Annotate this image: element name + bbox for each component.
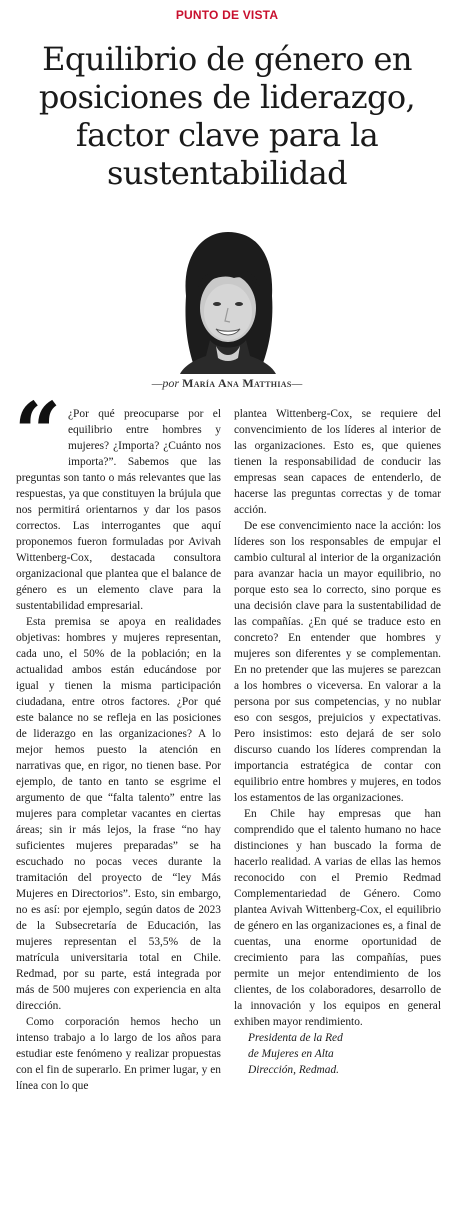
byline-prefix: por (162, 376, 180, 390)
paragraph: ¿Por qué preocuparse por el equilibrio entre hombres y mujeres? ¿Importa? ¿Cuánto nos importa?”. Sabemos que las preguntas son tanto o más relevantes que las respuestas, ya que constituyen la brújula que nos permitirá orientarnos y dar los pasos correctos. Las interrogantes que aquí proponemos fueron formuladas por Avivah Wittenberg-Cox, destacada consultora organizacional que plantea que el balance de género es un elemento clave para la sustentabilidad empresarial. (16, 408, 221, 612)
paragraph: De ese convencimiento nace la acción: los líderes son los responsables de empujar el cambio cultural al interior de la organización para avanzar hacia un mayor equilibrio, no porque esto sea lo correcto, sino porque es una decisión clave para la sustentabilidad de las compañías. ¿En qué se traduce esto en concreto? En entender que hombres y mujeres son diferentes y se complementan. En no pretender que las mujeres se parezcan a los hombres o viceversa. En valorar a la persona por sus competencias, y no nublar eso con sesgos, prejuicios y expectativas. Pero insistimos: esto dejará de ser solo discurso cuando los líderes comprendan la importancia estratégica de contar con equilibrio entre hombres y mujeres, en todos los estamentos de las organizaciones. (234, 520, 441, 804)
author-name: María Ana Matthias (182, 376, 292, 390)
signature-line: Dirección, Redmad. (248, 1064, 339, 1076)
author-byline: —por María Ana Matthias— (151, 376, 303, 390)
article-column-1 (16, 406, 221, 1094)
paragraph: plantea Wittenberg-Cox, se requiere del convencimiento de los líderes al interior de las organizaciones. Esto es, que quienes tienen la responsabilidad de conducir las empresas sean capaces de entenderlo, de hacerse las preguntas correctas y de tomar acción. (234, 408, 441, 516)
quote-mark-icon: “ (14, 385, 62, 481)
signature-line: de Mujeres en Alta (248, 1048, 334, 1060)
author-signature (234, 1030, 441, 1078)
author-portrait (172, 226, 284, 374)
signature-line: Presidenta de la Red (248, 1032, 343, 1044)
quote-mark-spacer (16, 406, 68, 464)
article-title: Equilibrio de género en posiciones de liderazgo, factor clave para la sustentabilidad (38, 40, 416, 192)
article-column-2 (234, 406, 441, 1078)
paragraph: Esta premisa se apoya en realidades objetivas: hombres y mujeres representan, cada uno, el 50% de la población; en la actualidad ambos están educándose por igual y tienen la misma participación ciudadana, entre otros factores. ¿Por qué este balance no se refleja en las posiciones de liderazgo en las organizaciones? A lo mejor hemos puesto la atención en narrativas que, en rigor, no tienen base. Por ejemplo, de tanto en tanto se esgrime el argumento de que “falta talento” entre las mujeres para completar vacantes en ciertas áreas; sin ir más lejos, la frase “no hay suficientes mujeres preparadas” se ha escuchado no pocas veces durante la tramitación del proyecto de “ley Más Mujeres en Directorios”. Esto, sin embargo, no es así: por ejemplo, según datos de 2023 de la Subsecretaría de Educación, las mujeres representan el 53,5% de la matrícula universitaria total en Chile. Redmad, por su parte, está integrada por más de 500 mujeres con experiencia en alta dirección. (16, 616, 221, 1012)
paragraph: En Chile hay empresas que han comprendido que el talento humano no hace distinciones y han buscado la forma de hacerlo realidad. A varias de ellas las hemos reconocido con el Premio Redmad Complementariedad de Género. Como plantea Avivah Wittenberg-Cox, el equilibrio de género en las organizaciones es, a final de cuentas, una enorme oportunidad de crecimiento para las compañías, pues permite un mejor entendimiento de los clientes, de los colaboradores, desarrollo de la innovación y los equipos en general exhiben mayor rendimiento. (234, 808, 441, 1028)
section-label: PUNTO DE VISTA (175, 8, 279, 22)
paragraph: Como corporación hemos hecho un intenso trabajo a lo largo de los años para estudiar este fenómeno y realizar propuestas con el fin de superarlo. En primer lugar, y en línea con lo que (16, 1016, 221, 1092)
